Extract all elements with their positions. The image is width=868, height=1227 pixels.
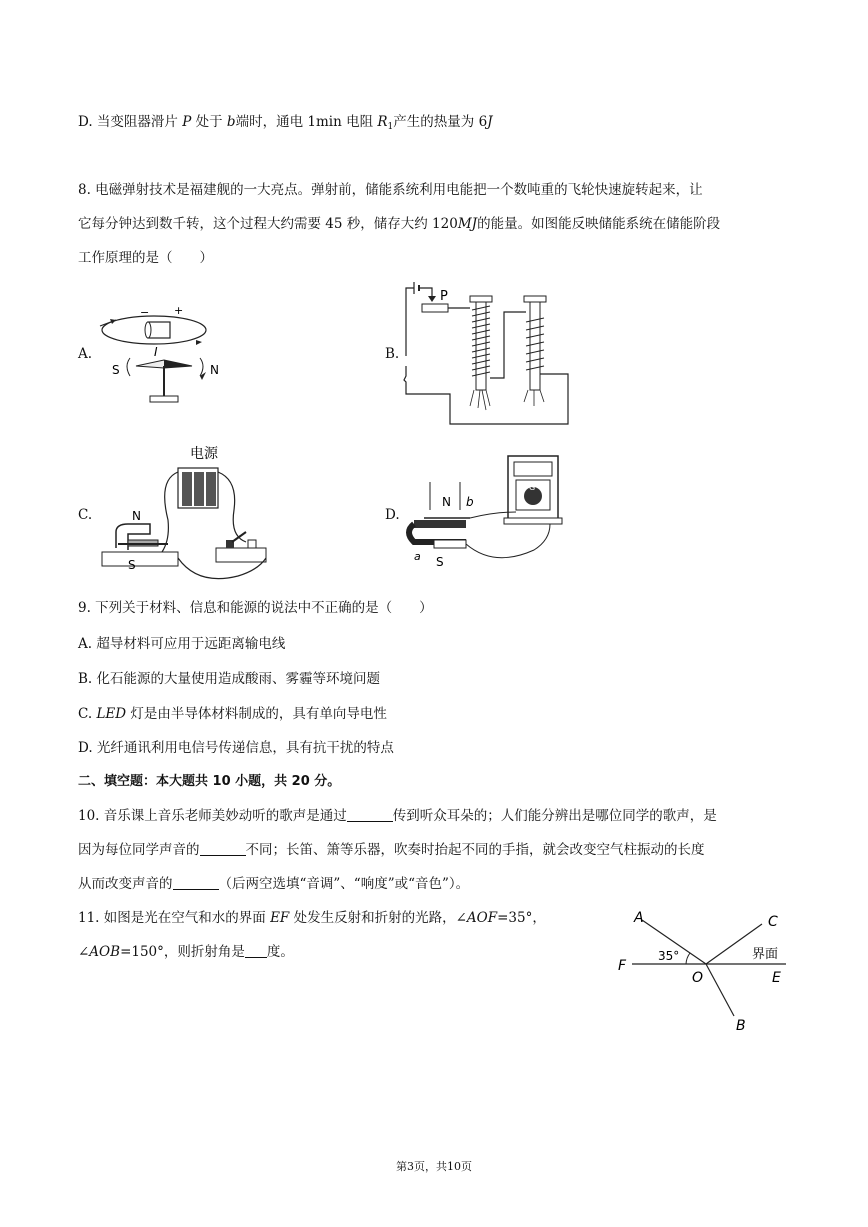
fig-point-f: F: [618, 958, 627, 974]
fig-point-b: B: [736, 1018, 746, 1034]
q8-stem-line3: 工作原理的是（ ）: [78, 250, 213, 266]
q10-line1: [78, 806, 717, 826]
q9-option-d: D. 光纤通讯利用电信号传递信息，具有抗干扰的特点: [78, 740, 394, 756]
fig-d-end-a: a: [414, 550, 421, 563]
q8-option-d-label: D.: [385, 507, 400, 523]
fig-a-n-pole: N: [210, 363, 219, 377]
fig-interface-label: 界面: [752, 947, 779, 962]
q7-d-resistor-sub: 1: [387, 122, 394, 132]
q9-c-led: LED: [96, 706, 127, 722]
fig-point-c: C: [768, 914, 778, 930]
q11-figure-light-path: [612, 906, 794, 1036]
q10-line3: [78, 874, 469, 894]
q9-option-b: B. 化石能源的大量使用造成酸雨、雾霾等环境问题: [78, 671, 381, 687]
q8-option-b-label: B.: [385, 346, 400, 362]
q11-text: 11. 如图是光在空气和水的界面: [78, 910, 266, 926]
fig-point-o: O: [692, 970, 704, 986]
q9-c-prefix: C.: [78, 706, 93, 722]
q9-stem: 9. 下列关于材料、信息和能源的说法中不正确的是（ ）: [78, 600, 433, 616]
q11-line2: [78, 942, 294, 962]
fig-d-end-b: b: [466, 495, 474, 509]
fig-a-current-label: I: [154, 345, 158, 359]
q10-text: 传到听众耳朵的；人们能分辨出是哪位同学的歌声，是: [392, 808, 717, 824]
page-footer: 第3页，共10页: [396, 1160, 472, 1173]
q8-text: 的能量。如图能反映储能系统在储能阶段: [477, 216, 721, 232]
q8-figure-b-electromagnets: [400, 282, 572, 428]
fig-point-e: E: [772, 970, 781, 986]
q7-d-end-b: b: [226, 114, 236, 130]
q10-text: 10. 音乐课上音乐老师美妙动听的歌声是通过: [78, 808, 347, 824]
q8-stem-line1: 8. 电磁弹射技术是福建舰的一大亮点。弹射前，储能系统利用电能把一个数吨重的飞轮快速旋转起来，让: [78, 182, 703, 198]
q8-text: 它每分钟达到数千转，这个过程大约需要 45 秒，储存大约 120: [78, 216, 458, 232]
q10-blank-1[interactable]: [347, 807, 393, 822]
q7-d-unit: J: [487, 114, 493, 130]
q7-d-text: 端时，通电 1min 电阻: [235, 114, 374, 130]
q11-text: =35°，: [497, 910, 546, 926]
q9-option-c: [78, 704, 387, 724]
q11-interface-ef: EF: [270, 910, 290, 926]
q10-blank-2[interactable]: [200, 841, 246, 856]
q11-text: 处发生反射和折射的光路，: [293, 910, 456, 926]
q11-text: =150°，则折射角是: [120, 944, 245, 960]
fig-point-a: A: [634, 910, 644, 926]
q7-d-slider-p: P: [182, 114, 192, 130]
q7-d-resistor: R: [377, 114, 388, 130]
q10-text: （后两空选填“音调”、“响度”或“音色”）。: [218, 876, 470, 892]
q10-text: 因为每位同学声音的: [78, 842, 200, 858]
q10-blank-3[interactable]: [173, 875, 219, 890]
fig-d-n-pole: N: [442, 495, 451, 509]
section-heading: 二、填空题：本大题共 10 小题，共 20 分。: [78, 774, 341, 789]
q8-option-c-label: C.: [78, 507, 93, 523]
q11-blank[interactable]: [245, 943, 267, 958]
fig-d-s-pole: S: [436, 555, 444, 569]
fig-angle-label: 35°: [658, 949, 680, 963]
q7-d-text: 产生的热量为 6: [393, 114, 488, 130]
q10-text: 从而改变声音的: [78, 876, 173, 892]
fig-a-minus: −: [140, 306, 150, 319]
fig-d-galvanometer-g: G: [529, 483, 536, 492]
q11-angle-aof: ∠AOF: [455, 910, 498, 926]
fig-b-slider-p: P: [440, 289, 448, 304]
q10-text: 不同；长笛、箫等乐器，吹奏时抬起不同的手指，就会改变空气柱振动的长度: [245, 842, 705, 858]
fig-a-s-pole: S: [112, 363, 120, 377]
q11-text: 度。: [266, 944, 294, 960]
q8-figure-a-oersted: [96, 296, 219, 411]
q10-line2: [78, 840, 705, 860]
q9-option-a: A. 超导材料可应用于远距离输电线: [78, 636, 286, 652]
q11-line1: [78, 908, 546, 928]
q8-figure-d-generator: [404, 452, 564, 574]
q8-option-a-label: A.: [78, 346, 93, 362]
fig-c-power-label: 电源: [190, 446, 218, 462]
fig-c-s-pole: S: [128, 558, 136, 572]
q8-figure-c-motor: [98, 440, 308, 590]
fig-a-plus: +: [174, 304, 184, 317]
q9-c-text: 灯是由半导体材料制成的，具有单向导电性: [130, 706, 387, 722]
q7-d-text: D. 当变阻器滑片: [78, 114, 178, 130]
q8-stem-line2: [78, 214, 720, 234]
q7-option-d: [78, 112, 493, 137]
q7-d-text: 处于: [195, 114, 223, 130]
q11-angle-aob: ∠AOB: [78, 944, 121, 960]
fig-c-n-pole: N: [132, 509, 141, 523]
q8-unit: MJ: [457, 216, 478, 232]
